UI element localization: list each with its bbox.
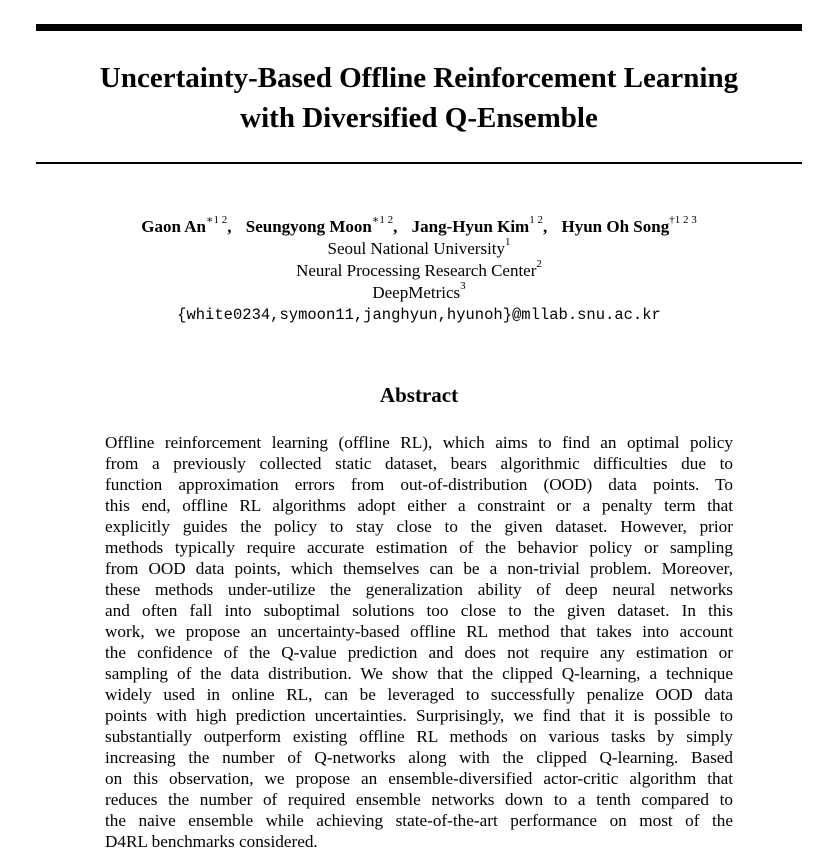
author-marks: 1 2 (529, 214, 543, 227)
abstract-line: work, we propose an uncertainty-based offline RL method that takes into account (105, 622, 733, 641)
affiliation-mark: 1 (505, 236, 511, 249)
abstract-line: the confidence of the Q-value prediction and does not require any estimation or (105, 643, 733, 662)
author-separator: , (542, 217, 548, 236)
author (246, 216, 398, 238)
affiliation-mark: 2 (536, 258, 542, 271)
abstract-line: from a previously collected static dataset, bears algorithmic difficulties due to (105, 454, 733, 473)
abstract-line: reduces the number of required ensemble networks down to a tenth compared to (105, 790, 733, 809)
title-line-1: Uncertainty-Based Offline Reinforcement Learning (99, 62, 739, 94)
abstract-line: increasing the number of Q-networks along with the clipped Q-learning. Based (105, 748, 733, 767)
author-marks: ∗1 2 (206, 214, 228, 227)
abstract-line: the naive ensemble while achieving state-of-the-art performance on most of the (105, 811, 733, 830)
author-list (36, 216, 802, 238)
abstract-line: methods typically require accurate estimation of the behavior policy or sampling (105, 538, 733, 557)
abstract-line: substantially outperform existing offline RL methods on various tasks by simply (105, 727, 733, 746)
abstract-line: Offline reinforcement learning (offline RL), which aims to find an optimal policy (105, 433, 733, 452)
abstract-line: widely used in online RL, can be leveraged to successfully penalize OOD data (105, 685, 733, 704)
abstract-line: D4RL benchmarks considered. (105, 832, 318, 851)
abstract-line: sampling of the data distribution. We show that the clipped Q-learning, a technique (105, 664, 733, 683)
paper-title (36, 58, 802, 138)
author-name: Gaon An (141, 217, 207, 236)
affiliation (36, 282, 802, 304)
author-separator: , (227, 217, 232, 236)
abstract-line: these methods under-utilize the generalization ability of deep neural networks (105, 580, 733, 599)
affiliation-name: DeepMetrics (372, 283, 461, 302)
abstract-line: this end, offline RL algorithms adopt either a constraint or a penalty term that (105, 496, 733, 515)
abstract-line: function approximation errors from out-of-distribution (OOD) data points. To (105, 475, 733, 494)
abstract-line: from OOD data points, which themselves can be a non-trivial problem. Moreover, (105, 559, 733, 578)
affiliation (36, 260, 802, 282)
affiliation-mark: 3 (460, 280, 466, 293)
abstract-line: points with high prediction uncertainties. Surprisingly, we find that it is possible to (105, 706, 733, 725)
author-name: Seungyong Moon (245, 217, 372, 236)
author (412, 216, 548, 238)
abstract-line: on this observation, we propose an ensemble-diversified actor-critic algorithm that (105, 769, 733, 788)
affiliation-name: Neural Processing Research Center (296, 261, 537, 280)
author-marks: ∗1 2 (371, 214, 394, 227)
author-separator: , (393, 217, 398, 236)
top-rule (36, 24, 802, 31)
abstract-line: and often fall into suboptimal solutions too close to the given dataset. In this (105, 601, 733, 620)
abstract-heading: Abstract (379, 383, 459, 407)
author-name: Hyun Oh Song (561, 217, 670, 236)
title-line-2: with Diversified Q-Ensemble (240, 102, 598, 134)
author-email: {white0234,symoon11,janghyun,hyunoh}@mllab.snu.ac.kr (177, 306, 661, 324)
author (561, 216, 696, 238)
affiliation-name: Seoul National University (327, 239, 506, 258)
author (141, 216, 231, 238)
abstract-line: explicitly guides the policy to stay close to the given dataset. However, prior (105, 517, 733, 536)
author-name: Jang-Hyun Kim (411, 217, 530, 236)
author-marks: †1 2 3 (669, 214, 697, 227)
abstract-text (105, 432, 733, 852)
bottom-rule (36, 162, 802, 164)
affiliation (36, 238, 802, 260)
author-block (36, 216, 802, 326)
